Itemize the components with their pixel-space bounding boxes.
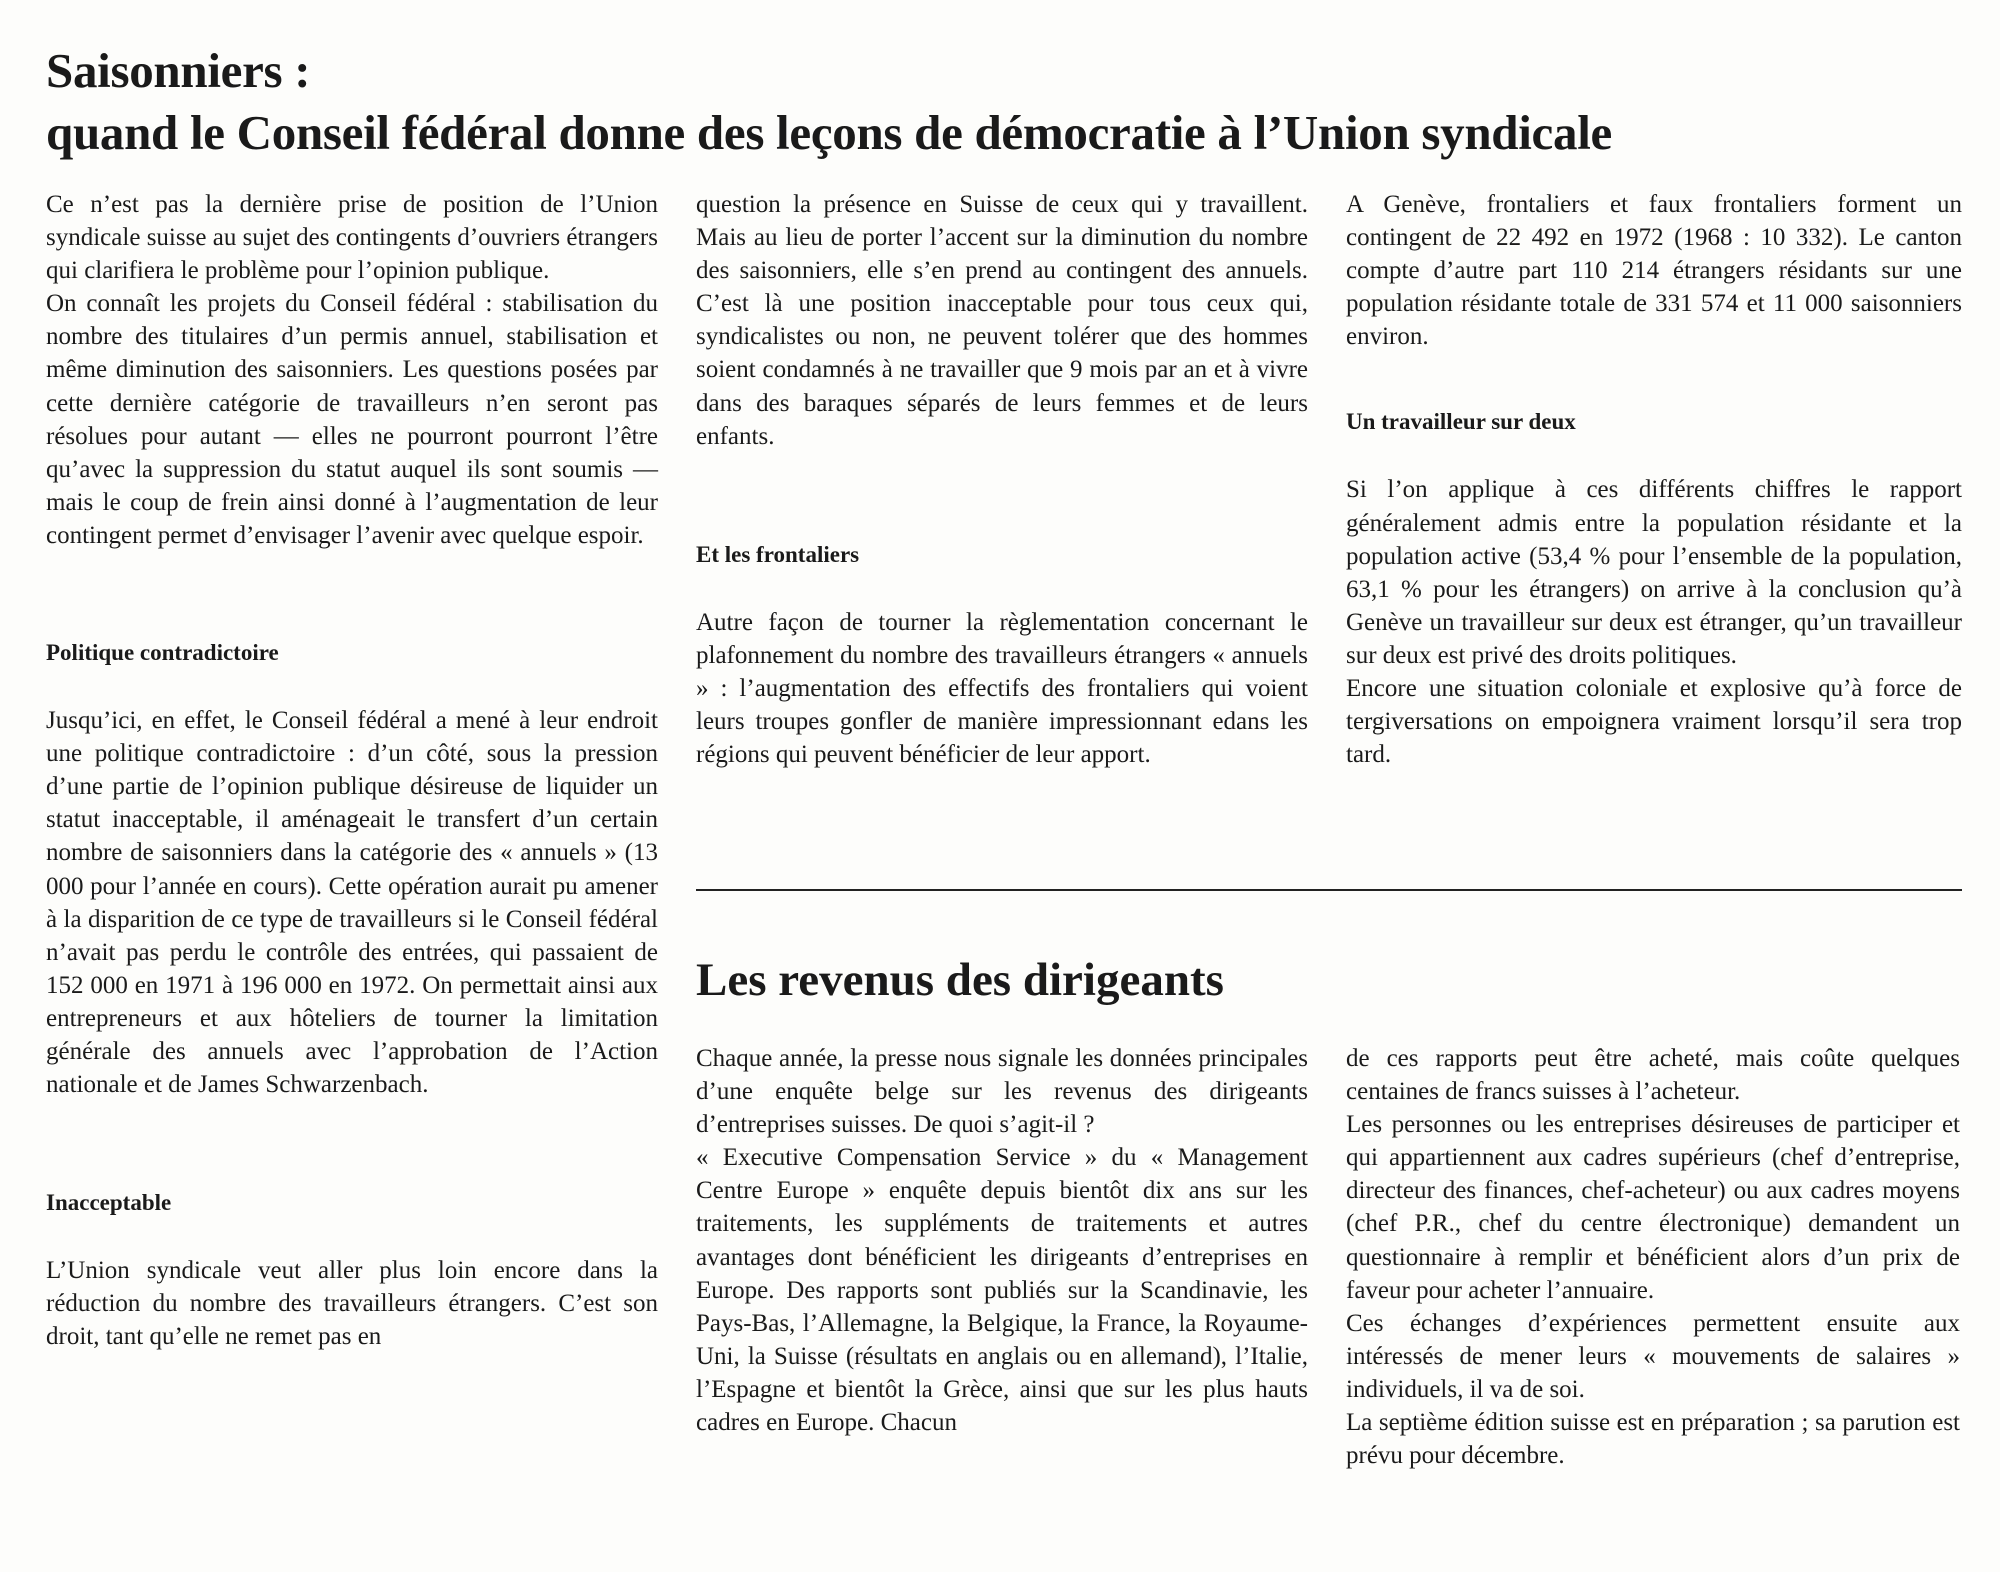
paragraph: Encore une situation coloniale et explosive qu’à force de tergiversations on empoignera vraiment lorsqu’il sera trop tard. (1346, 675, 1962, 769)
paragraph: question la présence en Suisse de ceux qui y travaillent. Mais au lieu de porter l’accent sur la diminution du nombre des saisonniers, elle s’en prend au contingent des annuels. C’est là une position inacceptable pour tous ceux qui, syndicalistes ou non, ne peuvent tolérer que des hommes soient condamnés à ne travailler que 9 mois par an et à vivre dans des baraques séparés de leurs femmes et de leurs enfants. (696, 191, 1308, 450)
section-divider (696, 889, 1962, 891)
article2-column-1 (696, 1042, 1308, 1439)
paragraph: A Genève, frontaliers et faux frontaliers forment un contingent de 22 492 en 1972 (1968 : 10 332). Le canton compte d’autre part 110 214 étrangers résidants sur une population résidante totale de 331 574 et 11 000 saisonniers environ. (1346, 191, 1962, 351)
paragraph: « Executive Compensation Service » du « Management Centre Europe » enquête depuis bientôt dix ans sur les traitements, les suppléments de traitements et autres avantages dont bénéficient les dirigeants d’entreprises en Europe. Des rapports sont publiés sur la Scandinavie, les Pays-Bas, l’Allemagne, la Belgique, la France, la Royaume-Uni, la Suisse (résultats en anglais ou en allemand), l’Italie, l’Espagne et bientôt la Grèce, ainsi que sur les plus hauts cadres en Europe. Chacun (696, 1144, 1308, 1437)
paragraph: de ces rapports peut être acheté, mais coûte quelques centaines de francs suisses à l’acheteur. (1346, 1045, 1960, 1106)
paragraph: Les personnes ou les entreprises désireuses de participer et qui appartiennent aux cadres supérieurs (chef d’entreprise, directeur des finances, chef-acheteur) ou aux cadres moyens (chef P.R., chef du centre électronique) demandent un questionnaire à remplir et bénéficient alors d’un prix de faveur pour acheter l’annuaire. (1346, 1111, 1960, 1304)
article1-column-1 (46, 188, 658, 1353)
article-headline (46, 40, 1976, 164)
article2-column-2 (1346, 1042, 1960, 1472)
subheading-et-les-frontaliers: Et les frontaliers (696, 541, 860, 567)
article2-headline: Les revenus des dirigeants (696, 954, 1224, 1006)
article1-column-3 (1346, 188, 1962, 771)
paragraph: Chaque année, la presse nous signale les données principales d’une enquête belge sur les revenus des dirigeants d’entreprises suisses. De quoi s’agit-il ? (696, 1045, 1308, 1139)
paragraph: Autre façon de tourner la règlementation concernant le plafonnement du nombre des travailleurs étrangers « annuels » : l’augmentation des effectifs des frontaliers qui voient leurs troupes gonfler de manière impressionnant edans les régions qui peuvent bénéficier de leur apport. (696, 608, 1308, 769)
subheading-inacceptable: Inacceptable (46, 1190, 172, 1216)
headline-line-1: Saisonniers : (46, 43, 311, 98)
paragraph: Ces échanges d’expériences permettent ensuite aux intéressés de mener leurs « mouvements de salaires » individuels, il va de soi. (1346, 1309, 1960, 1403)
subheading-un-travailleur-sur-deux: Un travailleur sur deux (1346, 409, 1576, 435)
paragraph: La septième édition suisse est en préparation ; sa parution est prévu pour décembre. (1346, 1409, 1960, 1470)
paragraph: Ce n’est pas la dernière prise de position de l’Union syndicale suisse au sujet des contingents d’ouvriers étrangers qui clarifiera le problème pour l’opinion publique. (46, 191, 658, 285)
headline-line-2: quand le Conseil fédéral donne des leçons de démocratie à l’Union syndicale (46, 105, 1612, 160)
paragraph: On connaît les projets du Conseil fédéral : stabilisation du nombre des titulaires d’un permis annuel, stabilisation et même diminution des saisonniers. Les questions posées par cette dernière catégorie de travailleurs n’en seront pas résolues pour autant — elles ne pourront pourront l’être qu’avec la suppression du statut auquel ils sont soumis — mais le coup de frein ainsi donné à l’augmentation de leur contingent permet d’envisager l’avenir avec quelque espoir. (46, 290, 658, 549)
paragraph: Si l’on applique à ces différents chiffres le rapport généralement admis entre la population résidante et la population active (53,4 % pour l’ensemble de la population, 63,1 % pour les étrangers) on arrive à la conclusion qu’à Genève un travailleur sur deux est étranger, qu’un travailleur sur deux est privé des droits politiques. (1346, 476, 1962, 669)
article1-column-2 (696, 188, 1308, 771)
paragraph: L’Union syndicale veut aller plus loin encore dans la réduction du nombre des travailleurs étrangers. C’est son droit, tant qu’elle ne remet pas en (46, 1257, 658, 1351)
subheading-politique-contradictoire: Politique contradictoire (46, 640, 279, 666)
paragraph: Jusqu’ici, en effet, le Conseil fédéral a mené à leur endroit une politique contradictoire : d’un côté, sous la pression d’une partie de l’opinion publique désireuse de liquider un statut inacceptable, il aménageait le transfert d’un certain nombre de saisonniers dans la catégorie des « annuels » (13 000 pour l’année en cours). Cette opération aurait pu amener à la disparition de ce type de travailleurs si le Conseil fédéral n’avait pas perdu le contrôle des entrées, qui passaient de 152 000 en 1971 à 196 000 en 1972. On permettait ainsi aux entrepreneurs et aux hôteliers de tourner la limitation générale des annuels avec l’approbation de l’Action nationale et de James Schwarzenbach. (46, 707, 658, 1099)
